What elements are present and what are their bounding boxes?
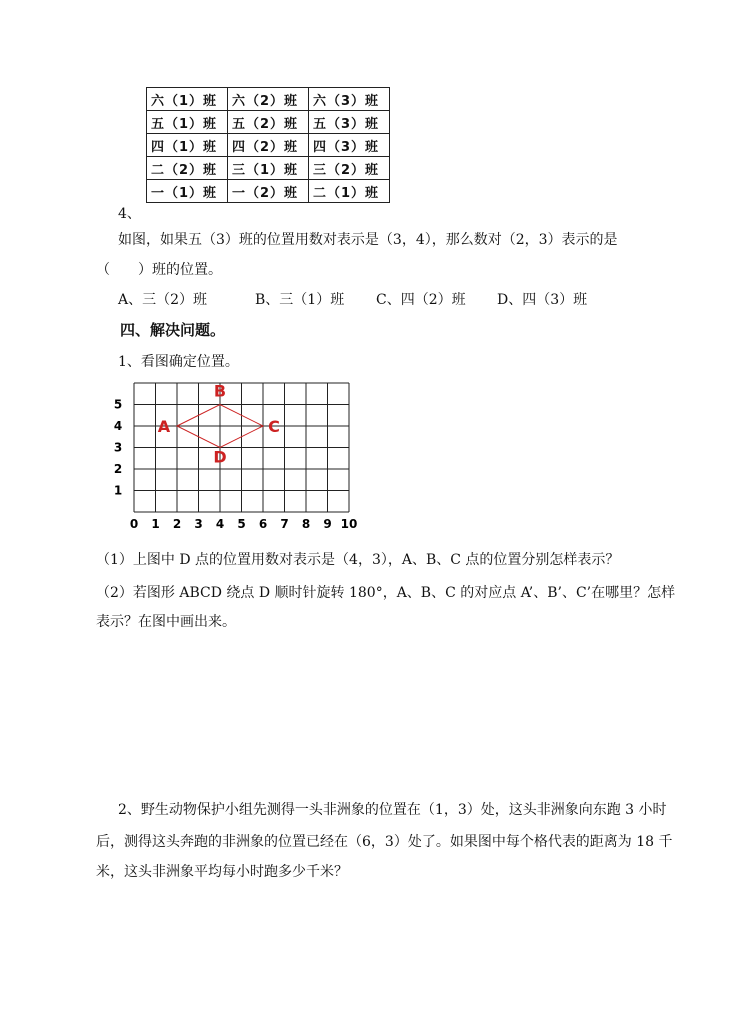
q4-number: 4、 <box>118 206 141 222</box>
x-tick-label: 5 <box>237 517 246 531</box>
x-tick-label: 9 <box>323 517 332 531</box>
problem1-question2-line2: 表示？在图中画出来。 <box>96 614 236 630</box>
class-table-cell: 五（1）班 <box>147 111 228 134</box>
problem2-line1: 2、野生动物保护小组先测得一头非洲象的位置在（1，3）处，这头非洲象向东跑 3 小时 <box>118 802 667 818</box>
y-axis-labels <box>114 398 122 498</box>
point-labels <box>158 382 280 467</box>
x-tick-label: 8 <box>301 517 311 531</box>
class-table-cell: 五（3）班 <box>309 111 390 134</box>
point-label-c: C <box>268 417 280 436</box>
grid-lines <box>134 383 349 512</box>
class-table-cell: 一（1）班 <box>147 180 228 203</box>
q4-option-a: A、三（2）班 <box>118 292 208 308</box>
y-tick-label: 2 <box>113 462 123 476</box>
x-tick-label: 6 <box>258 517 268 531</box>
q4-option-b: B、三（1）班 <box>255 292 345 308</box>
class-table-row <box>147 134 390 157</box>
coordinate-grid <box>100 378 380 538</box>
class-table-cell: 六（2）班 <box>228 88 309 111</box>
x-tick-label: 7 <box>280 517 289 531</box>
class-table-cell: 五（2）班 <box>228 111 309 134</box>
class-table-row <box>147 88 390 111</box>
class-position-table <box>146 87 390 203</box>
q4-option-d: D、四（3）班 <box>497 292 588 308</box>
class-table-cell: 三（2）班 <box>309 157 390 180</box>
class-table-cell: 一（2）班 <box>228 180 309 203</box>
y-tick-label: 3 <box>113 440 123 455</box>
y-tick-label: 5 <box>113 397 123 412</box>
problem1-question1: （1）上图中 D 点的位置用数对表示是（4，3），A、B、C 点的位置分别怎样表示？ <box>96 552 620 568</box>
y-tick-label: 4 <box>113 419 123 433</box>
point-label-a: A <box>157 417 171 436</box>
class-table-cell: 四（1）班 <box>147 134 228 157</box>
class-table-row <box>147 111 390 134</box>
q4-text-line2: （ ）班的位置。 <box>96 262 222 278</box>
problem2-line2: 后，测得这头奔跑的非洲象的位置已经在（6，3）处了。如果图中每个格代表的距离为 18 千 <box>96 834 673 850</box>
class-table-cell: 二（2）班 <box>147 157 228 180</box>
point-label-b: B <box>213 381 227 401</box>
x-axis-labels <box>130 517 358 531</box>
x-tick-label: 0 <box>129 517 139 531</box>
q4-text-line1: 如图，如果五（3）班的位置用数对表示是（3，4），那么数对（2，3）表示的是 <box>118 232 618 248</box>
x-tick-label: 4 <box>215 517 225 531</box>
x-tick-label: 3 <box>194 517 203 531</box>
class-table-cell: 六（3）班 <box>309 88 390 111</box>
point-label-d: D <box>213 447 227 467</box>
class-table-cell: 六（1）班 <box>147 88 228 111</box>
class-table-row <box>147 157 390 180</box>
x-tick-label: 10 <box>340 517 358 531</box>
q4-option-c: C、四（2）班 <box>376 292 466 308</box>
problem1-title: 1、看图确定位置。 <box>118 354 239 370</box>
problem1-question2-line1: （2）若图形 ABCD 绕点 D 顺时针旋转 180°，A、B、C 的对应点 A’、B’、C’在哪里？怎样 <box>96 585 676 601</box>
class-table-row <box>147 180 390 203</box>
class-table-cell: 四（2）班 <box>228 134 309 157</box>
class-table-cell: 三（1）班 <box>228 157 309 180</box>
class-table-body <box>147 88 390 203</box>
problem2-line3: 米，这头非洲象平均每小时跑多少千米？ <box>96 864 348 880</box>
y-tick-label: 1 <box>113 483 123 498</box>
x-tick-label: 2 <box>172 517 182 531</box>
class-table-cell: 二（1）班 <box>309 180 390 203</box>
section-heading: 四、解决问题。 <box>120 321 226 339</box>
class-table-cell: 四（3）班 <box>309 134 390 157</box>
x-tick-label: 1 <box>151 517 160 531</box>
